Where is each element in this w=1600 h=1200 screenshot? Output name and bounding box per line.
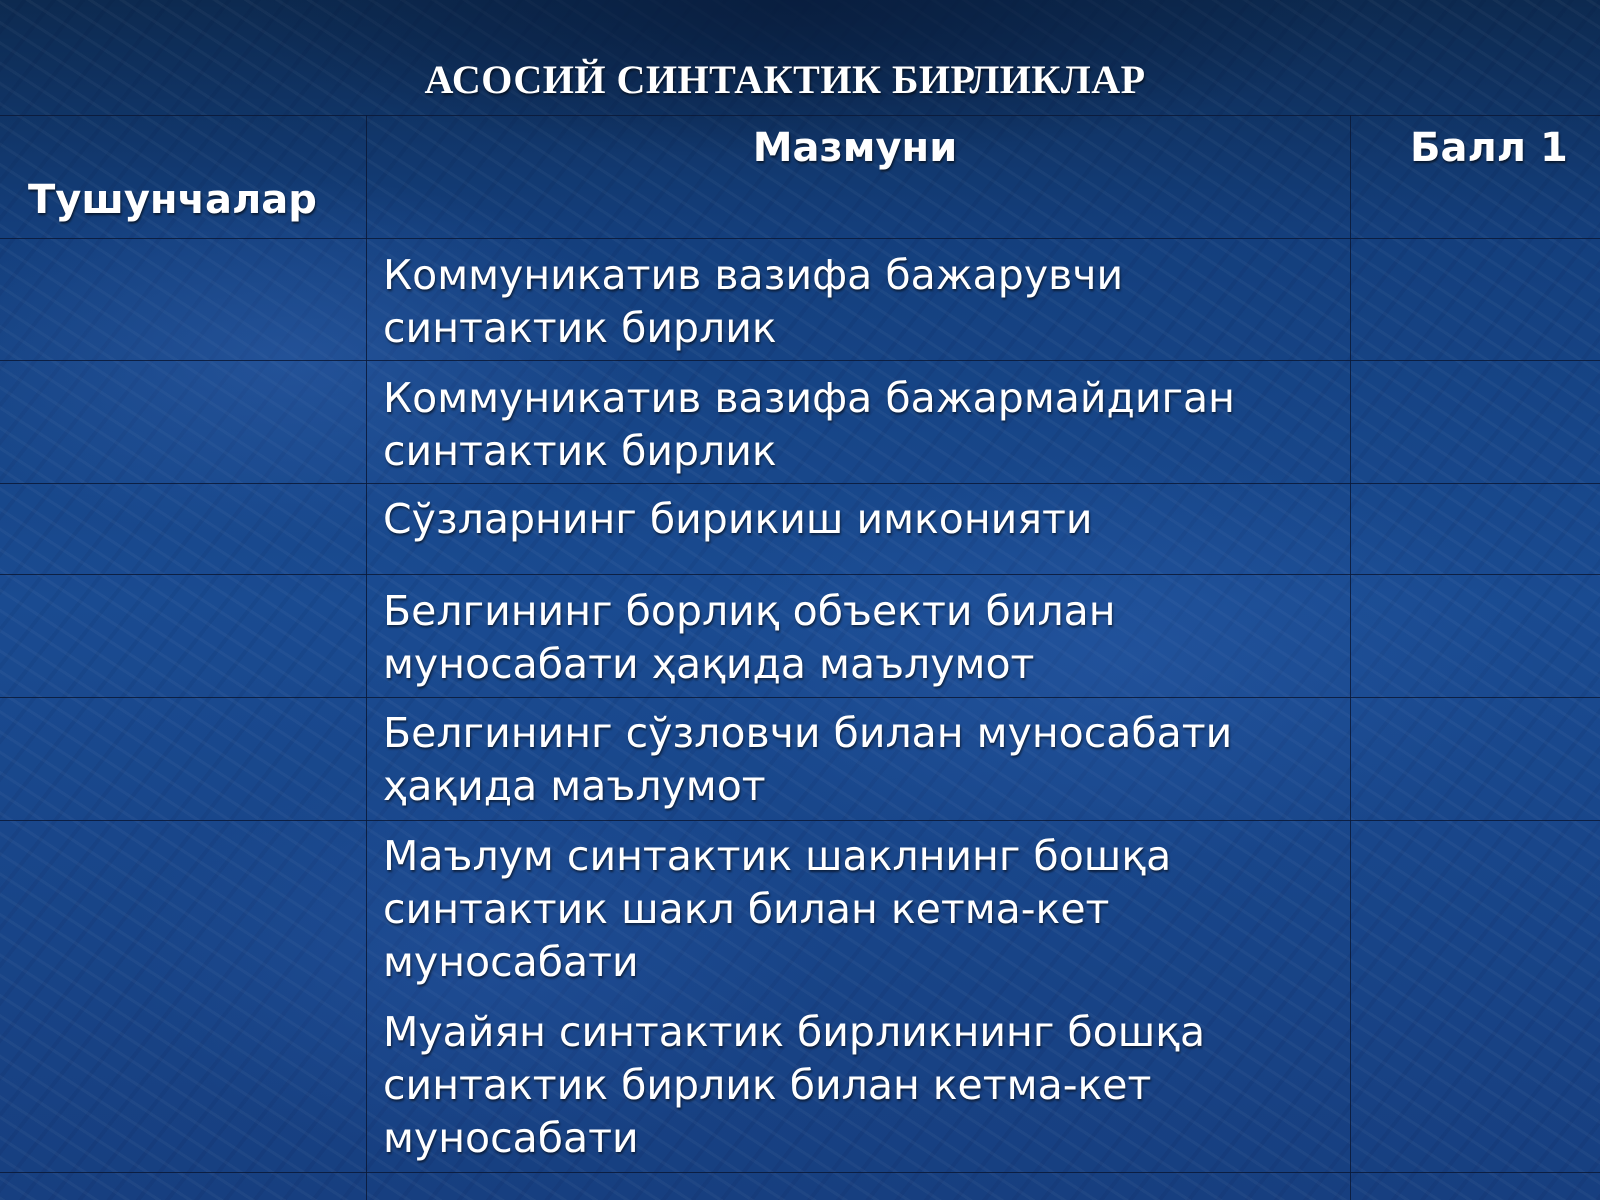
table-border-line bbox=[0, 697, 1600, 698]
table-border-line bbox=[0, 483, 1600, 484]
table-row-content: Сўзларнинг бирикиш имконияти bbox=[383, 495, 1093, 543]
table-border-line bbox=[0, 574, 1600, 575]
table-row-content: Коммуникатив вазифа бажарувчи синтактик бирлик bbox=[383, 251, 1124, 352]
table-border-line bbox=[0, 238, 1600, 239]
table-border-line bbox=[0, 360, 1600, 361]
table-row-content: Маълум синтактик шаклнинг бошқа синтактик шакл билан кетма-кет муносабати bbox=[383, 832, 1172, 986]
slide-title: АСОСИЙ СИНТАКТИК БИРЛИКЛАР bbox=[424, 57, 1146, 102]
table-row-content: Коммуникатив вазифа бажармайдиган синтактик бирлик bbox=[383, 374, 1235, 475]
table-row-content: Белгининг борлиқ объекти билан муносабати ҳақида маълумот bbox=[383, 587, 1116, 688]
table-border-line bbox=[0, 1172, 1600, 1173]
table-column-divider bbox=[366, 115, 367, 1200]
table-border-line bbox=[0, 820, 1600, 821]
header-concepts: Тушунчалар bbox=[28, 177, 317, 223]
table-border-line bbox=[0, 115, 1600, 116]
header-score: Балл 1 bbox=[1410, 125, 1568, 171]
header-content: Мазмуни bbox=[752, 125, 958, 171]
table-row-content: Белгининг сўзловчи билан муносабати ҳақида маълумот bbox=[383, 709, 1233, 810]
table-row-content: Муайян синтактик бирликнинг бошқа синтактик бирлик билан кетма-кет муносабати bbox=[383, 1008, 1206, 1162]
table-column-divider bbox=[1350, 115, 1351, 1200]
